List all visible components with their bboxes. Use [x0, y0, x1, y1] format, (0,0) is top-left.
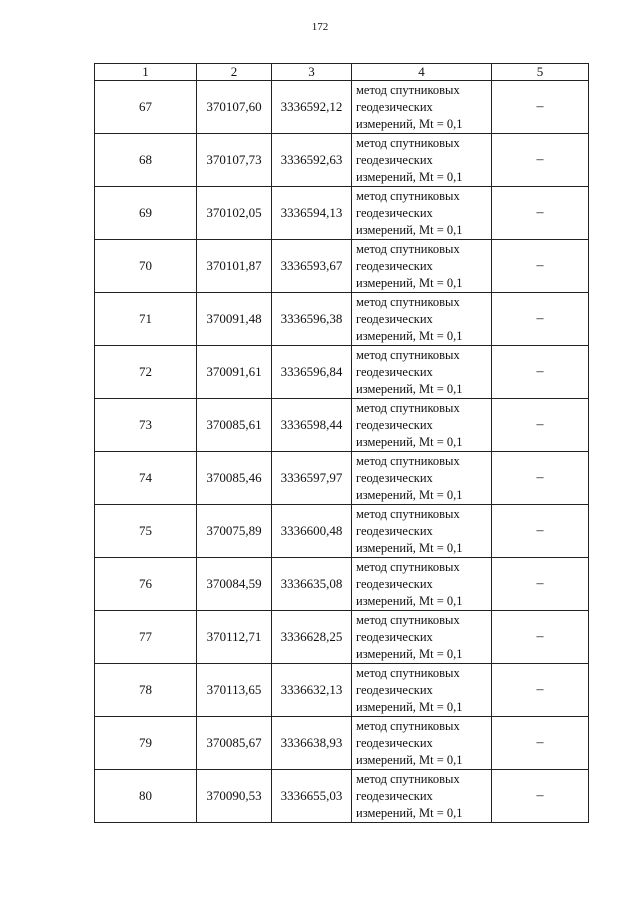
method-line: геодезических: [356, 258, 433, 273]
method-line: геодезических: [356, 311, 433, 326]
y-coordinate-cell: 3336635,08: [272, 558, 352, 611]
header-col-1: 1: [95, 64, 197, 81]
y-coordinate-cell: 3336592,12: [272, 81, 352, 134]
method-line: измерений, Mt = 0,1: [356, 805, 463, 820]
header-col-5: 5: [492, 64, 589, 81]
point-number-cell: 69: [95, 187, 197, 240]
table-row: [95, 81, 589, 134]
method-line: геодезических: [356, 682, 433, 697]
note-cell: –: [492, 505, 589, 558]
method-line: измерений, Mt = 0,1: [356, 487, 463, 502]
x-coordinate-cell: 370085,46: [197, 452, 272, 505]
page-number: 172: [311, 21, 329, 33]
coordinates-table: [94, 63, 589, 823]
method-cell: [352, 452, 492, 505]
method-cell: [352, 399, 492, 452]
method-cell: [352, 81, 492, 134]
method-line: геодезических: [356, 364, 433, 379]
method-cell: [352, 717, 492, 770]
method-line: метод спутниковых: [356, 612, 460, 627]
y-coordinate-cell: 3336628,25: [272, 611, 352, 664]
x-coordinate-cell: 370075,89: [197, 505, 272, 558]
table-row: [95, 611, 589, 664]
method-line: метод спутниковых: [356, 400, 460, 415]
method-line: измерений, Mt = 0,1: [356, 328, 463, 343]
y-coordinate-cell: 3336638,93: [272, 717, 352, 770]
method-line: метод спутниковых: [356, 188, 460, 203]
note-cell: –: [492, 134, 589, 187]
method-cell: [352, 187, 492, 240]
method-line: измерений, Mt = 0,1: [356, 699, 463, 714]
y-coordinate-cell: 3336596,84: [272, 346, 352, 399]
x-coordinate-cell: 370107,73: [197, 134, 272, 187]
note-cell: –: [492, 664, 589, 717]
x-coordinate-cell: 370084,59: [197, 558, 272, 611]
method-line: метод спутниковых: [356, 241, 460, 256]
method-line: метод спутниковых: [356, 82, 460, 97]
y-coordinate-cell: 3336598,44: [272, 399, 352, 452]
point-number-cell: 73: [95, 399, 197, 452]
y-coordinate-cell: 3336593,67: [272, 240, 352, 293]
method-line: геодезических: [356, 629, 433, 644]
table-row: [95, 134, 589, 187]
method-line: метод спутниковых: [356, 453, 460, 468]
method-line: измерений, Mt = 0,1: [356, 593, 463, 608]
note-cell: –: [492, 770, 589, 823]
note-cell: –: [492, 81, 589, 134]
table-body: [95, 81, 589, 823]
method-line: измерений, Mt = 0,1: [356, 116, 463, 131]
method-line: измерений, Mt = 0,1: [356, 434, 463, 449]
note-cell: –: [492, 558, 589, 611]
point-number-cell: 68: [95, 134, 197, 187]
method-line: метод спутниковых: [356, 506, 460, 521]
method-line: геодезических: [356, 470, 433, 485]
point-number-cell: 79: [95, 717, 197, 770]
method-line: геодезических: [356, 523, 433, 538]
x-coordinate-cell: 370112,71: [197, 611, 272, 664]
note-cell: –: [492, 240, 589, 293]
table-row: [95, 770, 589, 823]
note-cell: –: [492, 452, 589, 505]
y-coordinate-cell: 3336655,03: [272, 770, 352, 823]
note-cell: –: [492, 346, 589, 399]
method-cell: [352, 558, 492, 611]
method-cell: [352, 611, 492, 664]
method-line: измерений, Mt = 0,1: [356, 540, 463, 555]
x-coordinate-cell: 370090,53: [197, 770, 272, 823]
method-line: геодезических: [356, 788, 433, 803]
table-row: [95, 346, 589, 399]
note-cell: –: [492, 187, 589, 240]
table-row: [95, 505, 589, 558]
point-number-cell: 74: [95, 452, 197, 505]
table-row: [95, 558, 589, 611]
header-col-3: 3: [272, 64, 352, 81]
method-line: геодезических: [356, 735, 433, 750]
table-row: [95, 664, 589, 717]
method-cell: [352, 664, 492, 717]
x-coordinate-cell: 370113,65: [197, 664, 272, 717]
point-number-cell: 78: [95, 664, 197, 717]
method-cell: [352, 134, 492, 187]
y-coordinate-cell: 3336596,38: [272, 293, 352, 346]
point-number-cell: 76: [95, 558, 197, 611]
point-number-cell: 77: [95, 611, 197, 664]
method-cell: [352, 293, 492, 346]
method-line: метод спутниковых: [356, 771, 460, 786]
table-row: [95, 240, 589, 293]
y-coordinate-cell: 3336597,97: [272, 452, 352, 505]
method-line: измерений, Mt = 0,1: [356, 222, 463, 237]
method-line: метод спутниковых: [356, 718, 460, 733]
method-line: метод спутниковых: [356, 294, 460, 309]
method-line: измерений, Mt = 0,1: [356, 381, 463, 396]
x-coordinate-cell: 370091,61: [197, 346, 272, 399]
method-line: метод спутниковых: [356, 559, 460, 574]
point-number-cell: 67: [95, 81, 197, 134]
header-row: [95, 64, 589, 81]
method-cell: [352, 505, 492, 558]
note-cell: –: [492, 717, 589, 770]
y-coordinate-cell: 3336632,13: [272, 664, 352, 717]
point-number-cell: 70: [95, 240, 197, 293]
x-coordinate-cell: 370102,05: [197, 187, 272, 240]
method-line: измерений, Mt = 0,1: [356, 646, 463, 661]
table-row: [95, 452, 589, 505]
note-cell: –: [492, 611, 589, 664]
method-line: геодезических: [356, 152, 433, 167]
table-row: [95, 293, 589, 346]
note-cell: –: [492, 399, 589, 452]
table-header: [95, 64, 589, 81]
method-line: геодезических: [356, 576, 433, 591]
point-number-cell: 71: [95, 293, 197, 346]
table-row: [95, 717, 589, 770]
y-coordinate-cell: 3336594,13: [272, 187, 352, 240]
table-row: [95, 187, 589, 240]
method-line: геодезических: [356, 99, 433, 114]
method-line: метод спутниковых: [356, 135, 460, 150]
point-number-cell: 72: [95, 346, 197, 399]
method-cell: [352, 770, 492, 823]
header-col-2: 2: [197, 64, 272, 81]
x-coordinate-cell: 370101,87: [197, 240, 272, 293]
x-coordinate-cell: 370091,48: [197, 293, 272, 346]
method-line: метод спутниковых: [356, 347, 460, 362]
method-line: геодезических: [356, 417, 433, 432]
method-line: измерений, Mt = 0,1: [356, 275, 463, 290]
method-cell: [352, 346, 492, 399]
y-coordinate-cell: 3336592,63: [272, 134, 352, 187]
x-coordinate-cell: 370085,67: [197, 717, 272, 770]
y-coordinate-cell: 3336600,48: [272, 505, 352, 558]
method-line: геодезических: [356, 205, 433, 220]
x-coordinate-cell: 370107,60: [197, 81, 272, 134]
x-coordinate-cell: 370085,61: [197, 399, 272, 452]
note-cell: –: [492, 293, 589, 346]
table-row: [95, 399, 589, 452]
method-cell: [352, 240, 492, 293]
point-number-cell: 75: [95, 505, 197, 558]
method-line: измерений, Mt = 0,1: [356, 169, 463, 184]
header-col-4: 4: [352, 64, 492, 81]
point-number-cell: 80: [95, 770, 197, 823]
method-line: метод спутниковых: [356, 665, 460, 680]
method-line: измерений, Mt = 0,1: [356, 752, 463, 767]
